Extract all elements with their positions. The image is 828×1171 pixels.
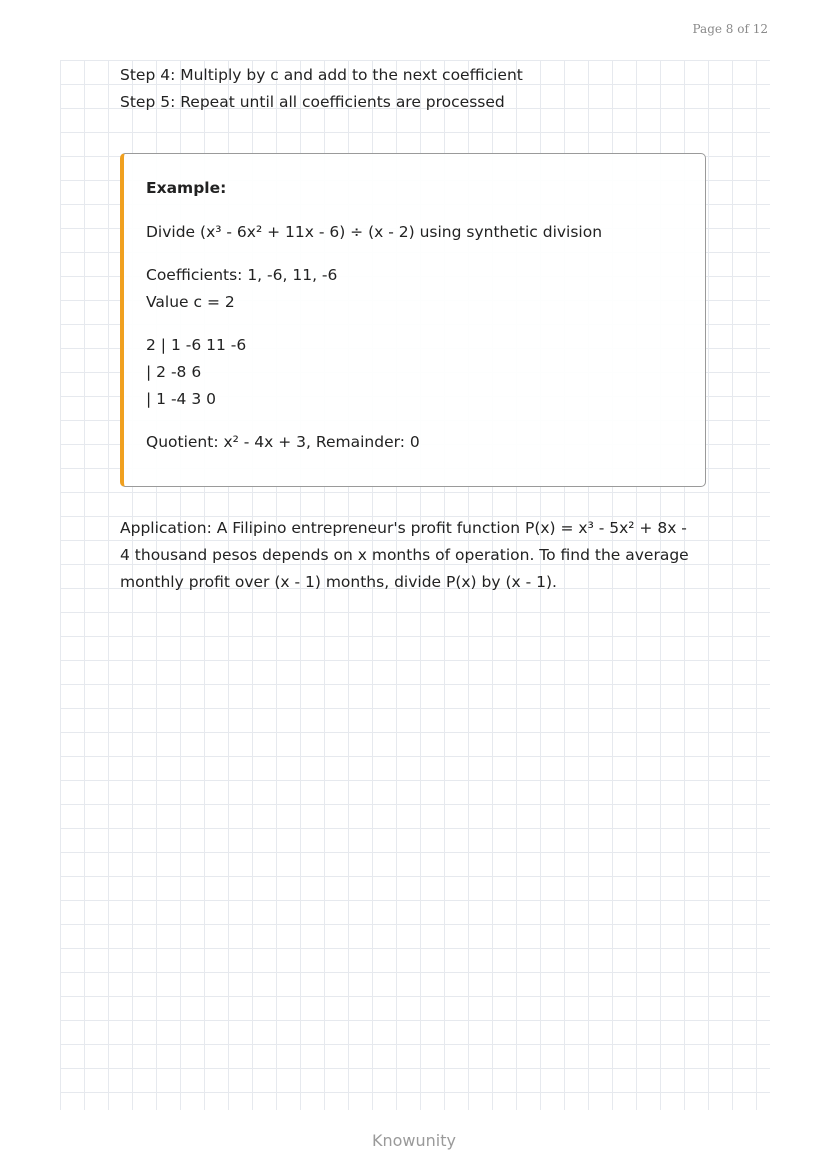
page-number: Page 8 of 12: [692, 22, 768, 36]
application-paragraph: Application: A Filipino entrepreneur's profit function P(x) = x³ - 5x² + 8x - 4 thousand pesos depends on x months of operation. To find the average monthly profit over (x - 1) months, divide P(x) by (x - 1).: [120, 519, 689, 591]
footer-brand: Knowunity: [372, 1131, 456, 1150]
example-box: [120, 153, 706, 487]
example-coefficients: Coefficients: 1, -6, 11, -6: [146, 266, 338, 284]
example-problem: Divide (x³ - 6x² + 11x - 6) ÷ (x - 2) using synthetic division: [146, 223, 603, 241]
example-problem-block: [146, 219, 683, 246]
example-result: Quotient: x² - 4x + 3, Remainder: 0: [146, 433, 420, 451]
example-given-block: [146, 262, 683, 316]
step-4: Step 4: Multiply by c and add to the next coefficient: [120, 66, 523, 84]
example-title: Example:: [146, 179, 227, 197]
synthetic-row: | 1 -4 3 0: [146, 390, 216, 408]
synthetic-row: 2 | 1 -6 11 -6: [146, 336, 247, 354]
example-result-block: [146, 429, 683, 456]
step-5: Step 5: Repeat until all coefficients are processed: [120, 93, 505, 111]
synthetic-row: | 2 -8 6: [146, 363, 202, 381]
page-content: [120, 62, 700, 612]
example-value-c: Value c = 2: [146, 293, 235, 311]
synthetic-division-table: [146, 332, 683, 413]
